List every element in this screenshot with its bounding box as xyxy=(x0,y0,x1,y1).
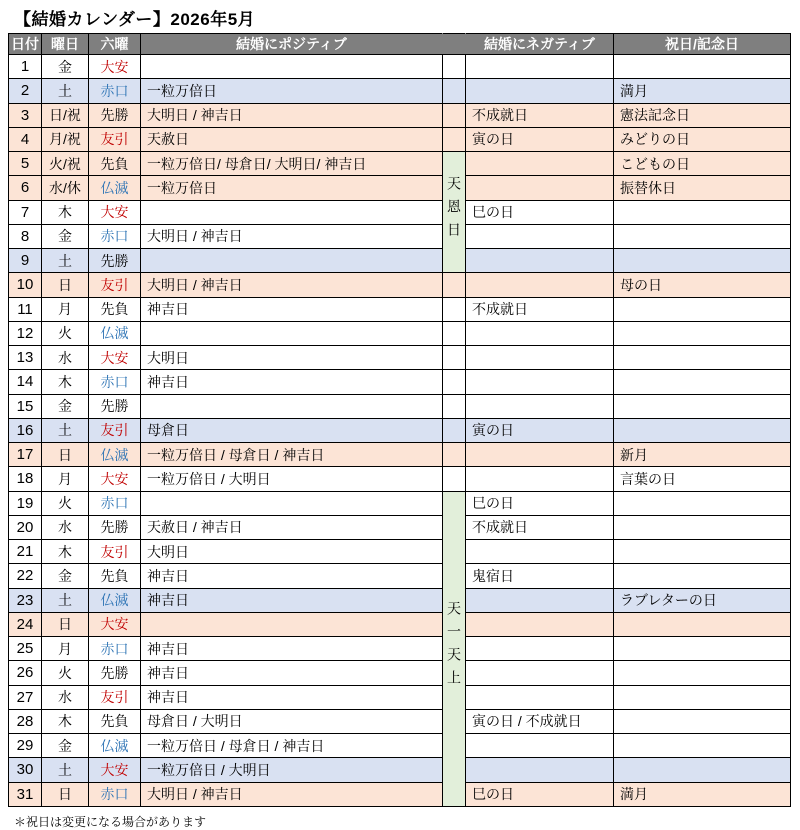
holiday-cell xyxy=(614,418,791,442)
holiday-cell xyxy=(614,515,791,539)
positive-cell xyxy=(141,200,443,224)
positive-cell: 大明日 xyxy=(141,540,443,564)
date-cell: 12 xyxy=(9,321,42,345)
holiday-cell: 新月 xyxy=(614,443,791,467)
negative-cell xyxy=(466,152,614,176)
negative-cell xyxy=(466,637,614,661)
holiday-cell: ラブレターの日 xyxy=(614,588,791,612)
holiday-cell xyxy=(614,346,791,370)
date-cell: 27 xyxy=(9,685,42,709)
calendar-row xyxy=(9,249,791,273)
calendar-row xyxy=(9,443,791,467)
calendar-row xyxy=(9,55,791,79)
positive-cell: 大明日 / 神吉日 xyxy=(141,273,443,297)
weekday-cell: 木 xyxy=(42,370,89,394)
rokuyo-cell: 赤口 xyxy=(89,637,141,661)
holiday-cell: 振替休日 xyxy=(614,176,791,200)
positive-cell xyxy=(141,491,443,515)
positive-cell xyxy=(141,321,443,345)
date-cell: 2 xyxy=(9,79,42,103)
weekday-cell: 日 xyxy=(42,782,89,806)
negative-cell xyxy=(466,661,614,685)
rokuyo-cell: 大安 xyxy=(89,55,141,79)
date-cell: 4 xyxy=(9,127,42,151)
rokuyo-cell: 友引 xyxy=(89,127,141,151)
holiday-cell xyxy=(614,661,791,685)
rokuyo-cell: 仏滅 xyxy=(89,176,141,200)
rokuyo-cell: 友引 xyxy=(89,685,141,709)
weekday-cell: 水 xyxy=(42,515,89,539)
positive-cell: 母倉日 / 大明日 xyxy=(141,709,443,733)
calendar-row xyxy=(9,370,791,394)
calendar-row xyxy=(9,176,791,200)
positive-cell xyxy=(141,394,443,418)
calendar-row xyxy=(9,200,791,224)
page-title: 【結婚カレンダー】2026年5月 xyxy=(14,10,256,29)
header-period-column xyxy=(443,34,466,55)
holiday-cell: 憲法記念日 xyxy=(614,103,791,127)
calendar-row xyxy=(9,491,791,515)
weekday-cell: 木 xyxy=(42,540,89,564)
positive-cell: 大明日 / 神吉日 xyxy=(141,103,443,127)
holiday-cell xyxy=(614,637,791,661)
calendar-header-row xyxy=(9,34,791,55)
holiday-cell: 満月 xyxy=(614,79,791,103)
date-cell: 6 xyxy=(9,176,42,200)
negative-cell xyxy=(466,467,614,491)
period-gap-cell xyxy=(443,346,466,370)
date-cell: 7 xyxy=(9,200,42,224)
calendar-row xyxy=(9,467,791,491)
rokuyo-cell: 先勝 xyxy=(89,394,141,418)
negative-cell: 不成就日 xyxy=(466,103,614,127)
holiday-cell xyxy=(614,321,791,345)
positive-cell: 神吉日 xyxy=(141,370,443,394)
calendar-row xyxy=(9,152,791,176)
negative-cell xyxy=(466,370,614,394)
positive-cell: 一粒万倍日 xyxy=(141,176,443,200)
calendar-body xyxy=(9,55,791,807)
weekday-cell: 土 xyxy=(42,588,89,612)
weekday-cell: 水 xyxy=(42,685,89,709)
tenjo-period-cell xyxy=(443,152,466,273)
header-negative: 結婚にネガティブ xyxy=(466,34,614,55)
negative-cell xyxy=(466,176,614,200)
positive-cell xyxy=(141,612,443,636)
tenjo-period-cell xyxy=(443,491,466,806)
weekday-cell: 水 xyxy=(42,346,89,370)
header-weekday: 曜日 xyxy=(42,34,89,55)
date-cell: 11 xyxy=(9,297,42,321)
negative-cell xyxy=(466,734,614,758)
calendar-row xyxy=(9,685,791,709)
negative-cell: 巳の日 xyxy=(466,491,614,515)
rokuyo-cell: 先勝 xyxy=(89,103,141,127)
negative-cell: 巳の日 xyxy=(466,200,614,224)
negative-cell: 不成就日 xyxy=(466,515,614,539)
positive-cell: 大明日 / 神吉日 xyxy=(141,782,443,806)
positive-cell: 天赦日 xyxy=(141,127,443,151)
negative-cell xyxy=(466,685,614,709)
positive-cell: 神吉日 xyxy=(141,637,443,661)
holiday-cell xyxy=(614,709,791,733)
period-gap-cell xyxy=(443,418,466,442)
date-cell: 26 xyxy=(9,661,42,685)
calendar-row xyxy=(9,224,791,248)
calendar-row xyxy=(9,758,791,782)
positive-cell xyxy=(141,249,443,273)
date-cell: 20 xyxy=(9,515,42,539)
date-cell: 24 xyxy=(9,612,42,636)
date-cell: 28 xyxy=(9,709,42,733)
date-cell: 1 xyxy=(9,55,42,79)
calendar-row xyxy=(9,564,791,588)
holiday-cell xyxy=(614,297,791,321)
negative-cell: 寅の日 xyxy=(466,127,614,151)
positive-cell: 神吉日 xyxy=(141,564,443,588)
weekday-cell: 月 xyxy=(42,297,89,321)
weekday-cell: 水/休 xyxy=(42,176,89,200)
rokuyo-cell: 先勝 xyxy=(89,515,141,539)
positive-cell: 大明日 xyxy=(141,346,443,370)
weekday-cell: 土 xyxy=(42,79,89,103)
date-cell: 31 xyxy=(9,782,42,806)
negative-cell: 鬼宿日 xyxy=(466,564,614,588)
header-holiday: 祝日/記念日 xyxy=(614,34,791,55)
holiday-cell xyxy=(614,540,791,564)
holiday-cell xyxy=(614,685,791,709)
weekday-cell: 金 xyxy=(42,55,89,79)
weekday-cell: 土 xyxy=(42,249,89,273)
negative-cell xyxy=(466,612,614,636)
holiday-disclaimer-note: ＊祝日は変更になる場合があります xyxy=(14,814,207,829)
holiday-cell xyxy=(614,200,791,224)
positive-cell: 母倉日 xyxy=(141,418,443,442)
calendar-row xyxy=(9,637,791,661)
weekday-cell: 日 xyxy=(42,612,89,636)
holiday-cell: 満月 xyxy=(614,782,791,806)
positive-cell: 一粒万倍日 / 母倉日 / 神吉日 xyxy=(141,734,443,758)
negative-cell xyxy=(466,443,614,467)
positive-cell: 神吉日 xyxy=(141,588,443,612)
weekday-cell: 月 xyxy=(42,467,89,491)
holiday-cell xyxy=(614,370,791,394)
calendar-row xyxy=(9,612,791,636)
weekday-cell: 日/祝 xyxy=(42,103,89,127)
rokuyo-cell: 赤口 xyxy=(89,79,141,103)
calendar-row xyxy=(9,515,791,539)
positive-cell: 天赦日 / 神吉日 xyxy=(141,515,443,539)
negative-cell xyxy=(466,588,614,612)
positive-cell: 神吉日 xyxy=(141,661,443,685)
calendar-header xyxy=(9,34,791,55)
calendar-row xyxy=(9,127,791,151)
header-date: 日付 xyxy=(9,34,42,55)
weekday-cell: 土 xyxy=(42,418,89,442)
period-gap-cell xyxy=(443,55,466,79)
negative-cell: 寅の日 xyxy=(466,418,614,442)
positive-cell: 一粒万倍日 xyxy=(141,79,443,103)
rokuyo-cell: 先負 xyxy=(89,297,141,321)
rokuyo-cell: 赤口 xyxy=(89,491,141,515)
tenjo-period-label: 天恩日 xyxy=(446,176,462,246)
holiday-cell xyxy=(614,612,791,636)
weekday-cell: 土 xyxy=(42,758,89,782)
positive-cell: 大明日 / 神吉日 xyxy=(141,224,443,248)
date-cell: 25 xyxy=(9,637,42,661)
wedding-calendar-table xyxy=(8,33,791,807)
date-cell: 10 xyxy=(9,273,42,297)
date-cell: 15 xyxy=(9,394,42,418)
negative-cell xyxy=(466,79,614,103)
negative-cell xyxy=(466,540,614,564)
weekday-cell: 日 xyxy=(42,443,89,467)
date-cell: 29 xyxy=(9,734,42,758)
holiday-cell xyxy=(614,224,791,248)
calendar-row xyxy=(9,394,791,418)
holiday-cell xyxy=(614,734,791,758)
holiday-cell xyxy=(614,491,791,515)
period-gap-cell xyxy=(443,370,466,394)
date-cell: 9 xyxy=(9,249,42,273)
date-cell: 19 xyxy=(9,491,42,515)
period-gap-cell xyxy=(443,467,466,491)
weekday-cell: 火 xyxy=(42,491,89,515)
date-cell: 13 xyxy=(9,346,42,370)
date-cell: 30 xyxy=(9,758,42,782)
period-gap-cell xyxy=(443,103,466,127)
holiday-cell xyxy=(614,394,791,418)
holiday-cell: みどりの日 xyxy=(614,127,791,151)
holiday-cell: こどもの日 xyxy=(614,152,791,176)
date-cell: 18 xyxy=(9,467,42,491)
calendar-row xyxy=(9,588,791,612)
calendar-row xyxy=(9,103,791,127)
weekday-cell: 金 xyxy=(42,734,89,758)
rokuyo-cell: 大安 xyxy=(89,200,141,224)
weekday-cell: 日 xyxy=(42,273,89,297)
holiday-cell: 言葉の日 xyxy=(614,467,791,491)
calendar-row xyxy=(9,273,791,297)
weekday-cell: 月/祝 xyxy=(42,127,89,151)
calendar-row xyxy=(9,418,791,442)
weekday-cell: 金 xyxy=(42,224,89,248)
negative-cell: 寅の日 / 不成就日 xyxy=(466,709,614,733)
date-cell: 14 xyxy=(9,370,42,394)
calendar-row xyxy=(9,297,791,321)
holiday-cell: 母の日 xyxy=(614,273,791,297)
calendar-row xyxy=(9,321,791,345)
rokuyo-cell: 大安 xyxy=(89,612,141,636)
period-gap-cell xyxy=(443,321,466,345)
rokuyo-cell: 赤口 xyxy=(89,782,141,806)
negative-cell xyxy=(466,55,614,79)
negative-cell xyxy=(466,249,614,273)
calendar-row xyxy=(9,782,791,806)
rokuyo-cell: 友引 xyxy=(89,418,141,442)
negative-cell xyxy=(466,394,614,418)
negative-cell: 巳の日 xyxy=(466,782,614,806)
negative-cell xyxy=(466,346,614,370)
positive-cell: 一粒万倍日 / 母倉日 / 神吉日 xyxy=(141,443,443,467)
date-cell: 21 xyxy=(9,540,42,564)
rokuyo-cell: 友引 xyxy=(89,540,141,564)
weekday-cell: 月 xyxy=(42,637,89,661)
rokuyo-cell: 仏滅 xyxy=(89,321,141,345)
tenjo-period-label: 天一天上 xyxy=(446,601,462,694)
calendar-row xyxy=(9,540,791,564)
weekday-cell: 金 xyxy=(42,394,89,418)
rokuyo-cell: 大安 xyxy=(89,467,141,491)
header-positive: 結婚にポジティブ xyxy=(141,34,443,55)
calendar-row xyxy=(9,79,791,103)
rokuyo-cell: 仏滅 xyxy=(89,734,141,758)
weekday-cell: 木 xyxy=(42,709,89,733)
holiday-cell xyxy=(614,55,791,79)
date-cell: 5 xyxy=(9,152,42,176)
rokuyo-cell: 赤口 xyxy=(89,370,141,394)
positive-cell xyxy=(141,55,443,79)
period-gap-cell xyxy=(443,79,466,103)
negative-cell xyxy=(466,273,614,297)
positive-cell: 一粒万倍日 / 大明日 xyxy=(141,758,443,782)
positive-cell: 神吉日 xyxy=(141,297,443,321)
holiday-cell xyxy=(614,758,791,782)
date-cell: 16 xyxy=(9,418,42,442)
holiday-cell xyxy=(614,249,791,273)
rokuyo-cell: 仏滅 xyxy=(89,588,141,612)
rokuyo-cell: 仏滅 xyxy=(89,443,141,467)
positive-cell: 一粒万倍日/ 母倉日/ 大明日/ 神吉日 xyxy=(141,152,443,176)
weekday-cell: 火 xyxy=(42,661,89,685)
rokuyo-cell: 大安 xyxy=(89,758,141,782)
date-cell: 23 xyxy=(9,588,42,612)
date-cell: 8 xyxy=(9,224,42,248)
positive-cell: 神吉日 xyxy=(141,685,443,709)
rokuyo-cell: 赤口 xyxy=(89,224,141,248)
positive-cell: 一粒万倍日 / 大明日 xyxy=(141,467,443,491)
calendar-row xyxy=(9,661,791,685)
rokuyo-cell: 先勝 xyxy=(89,661,141,685)
period-gap-cell xyxy=(443,443,466,467)
period-gap-cell xyxy=(443,273,466,297)
negative-cell: 不成就日 xyxy=(466,297,614,321)
period-gap-cell xyxy=(443,127,466,151)
period-gap-cell xyxy=(443,297,466,321)
rokuyo-cell: 先負 xyxy=(89,152,141,176)
rokuyo-cell: 先負 xyxy=(89,564,141,588)
negative-cell xyxy=(466,321,614,345)
weekday-cell: 木 xyxy=(42,200,89,224)
weekday-cell: 金 xyxy=(42,564,89,588)
rokuyo-cell: 先負 xyxy=(89,709,141,733)
calendar-row xyxy=(9,346,791,370)
rokuyo-cell: 友引 xyxy=(89,273,141,297)
weekday-cell: 火/祝 xyxy=(42,152,89,176)
rokuyo-cell: 大安 xyxy=(89,346,141,370)
date-cell: 3 xyxy=(9,103,42,127)
header-rokuyo: 六曜 xyxy=(89,34,141,55)
calendar-row xyxy=(9,734,791,758)
rokuyo-cell: 先勝 xyxy=(89,249,141,273)
date-cell: 17 xyxy=(9,443,42,467)
period-gap-cell xyxy=(443,394,466,418)
date-cell: 22 xyxy=(9,564,42,588)
negative-cell xyxy=(466,758,614,782)
calendar-row xyxy=(9,709,791,733)
weekday-cell: 火 xyxy=(42,321,89,345)
negative-cell xyxy=(466,224,614,248)
holiday-cell xyxy=(614,564,791,588)
